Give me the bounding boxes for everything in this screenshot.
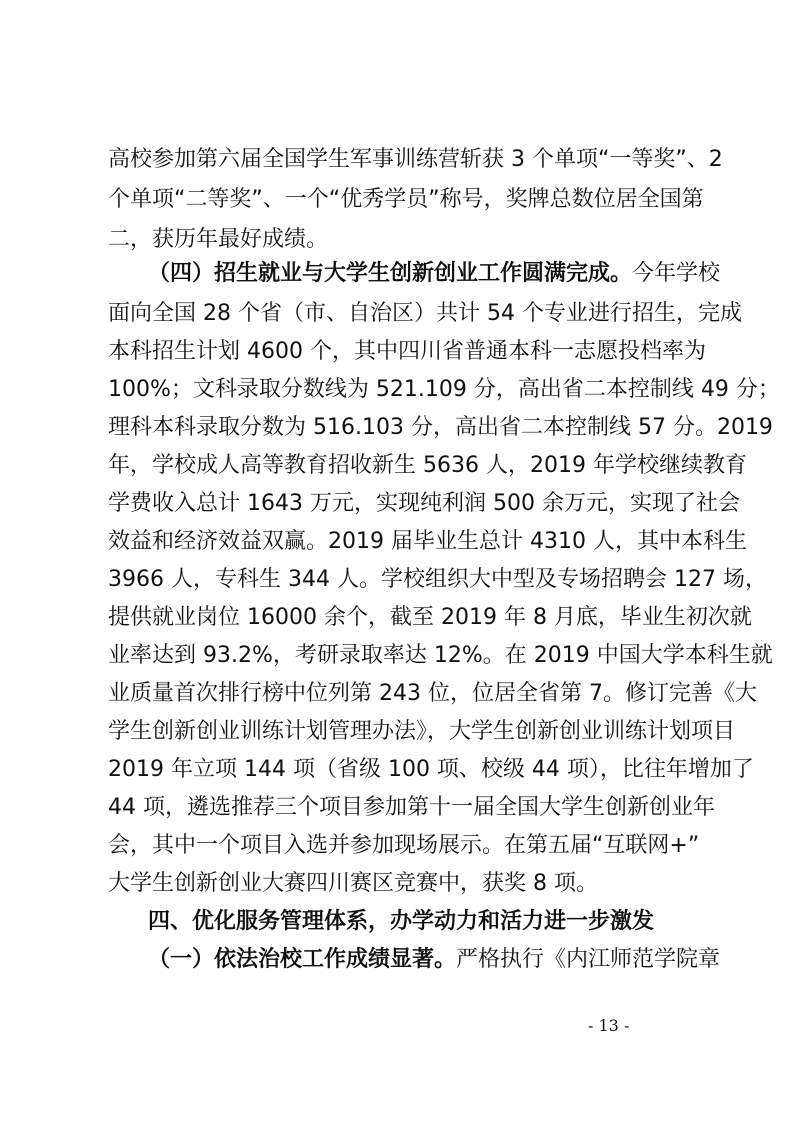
section-4-line <box>148 260 721 288</box>
body-line: 会，其中一个项目入选并参加现场展示。在第五届“互联网+” <box>108 833 700 858</box>
body-line: 效益和经济效益双赢。2019 届毕业生总计 4310 人，其中本科生 <box>108 529 747 554</box>
chapter-4-heading: 四、优化服务管理体系，办学动力和活力进一步激发 <box>148 909 655 934</box>
body-line: 44 项，遴选推荐三个项目参加第十一届全国大学生创新创业年 <box>108 795 715 820</box>
body-line: 提供就业岗位 16000 余个，截至 2019 年 8 月底，毕业生初次就 <box>108 605 752 630</box>
body-line: 个单项“二等奖”、一个“优秀学员”称号，奖牌总数位居全国第 <box>108 187 704 212</box>
body-line: 大学生创新创业大赛四川赛区竞赛中，获奖 8 项。 <box>108 871 598 896</box>
section-4-heading: （四）招生就业与大学生创新创业工作圆满完成。 <box>148 261 633 286</box>
body-line: 学生创新创业训练计划管理办法》，大学生创新创业训练计划项目 <box>108 719 736 744</box>
body-line: 业质量首次排行榜中位列第 243 位，位居全省第 7。修订完善《大 <box>108 681 757 706</box>
subsection-1-line <box>148 946 721 974</box>
section-4-text: 今年学校 <box>632 261 721 286</box>
body-line: 学费收入总计 1643 万元，实现纯利润 500 余万元，实现了社会 <box>108 491 740 516</box>
page-number: - 13 - <box>588 1016 630 1035</box>
subsection-1-text: 严格执行《内江师范学院章 <box>456 947 721 972</box>
body-line: 100%；文科录取分数线为 521.109 分，高出省二本控制线 49 分； <box>108 377 780 402</box>
body-line: 理科本科录取分数为 516.103 分，高出省二本控制线 57 分。2019 <box>108 415 773 440</box>
body-line: 本科招生计划 4600 个，其中四川省普通本科一志愿投档率为 <box>108 339 706 364</box>
body-line: 二，获历年最好成绩。 <box>108 227 329 252</box>
body-line: 3966 人，专科生 344 人。学校组织大中型及专场招聘会 127 场， <box>108 567 767 592</box>
body-line: 高校参加第六届全国学生军事训练营斩获 3 个单项“一等奖”、2 <box>108 147 723 172</box>
body-line: 业率达到 93.2%，考研录取率达 12%。在 2019 中国大学本科生就 <box>108 643 773 668</box>
subsection-1-heading: （一）依法治校工作成绩显著。 <box>148 947 457 972</box>
body-line: 年，学校成人高等教育招收新生 5636 人，2019 年学校继续教育 <box>108 453 747 478</box>
body-line: 面向全国 28 个省（市、自治区）共计 54 个专业进行招生，完成 <box>108 301 742 326</box>
body-line: 2019 年立项 144 项（省级 100 项、校级 44 项），比往年增加了 <box>108 757 754 782</box>
